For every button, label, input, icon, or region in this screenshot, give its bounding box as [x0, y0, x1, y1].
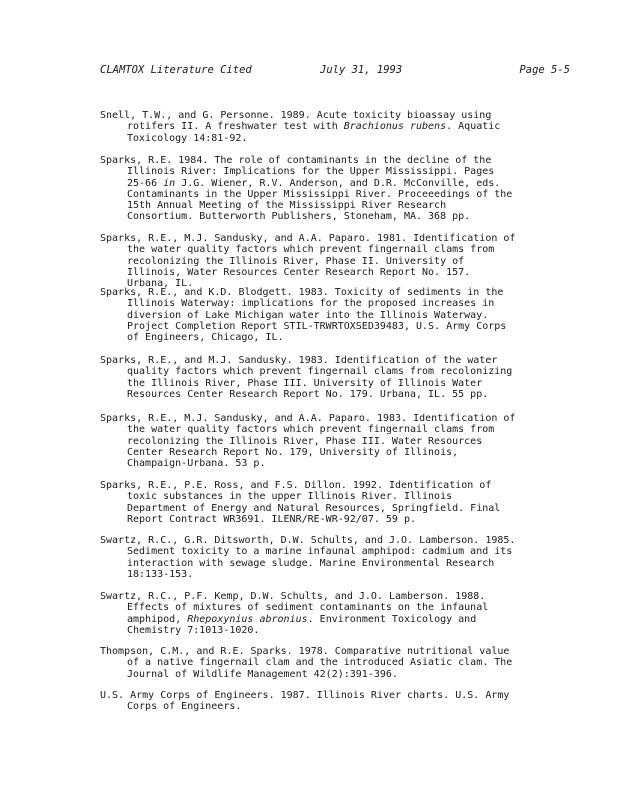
reference-text: Sparks, R.E., M.J. Sandusky, and A.A. Paparo. 1981. Identification of the water quality factors which prevent fingernail clams from recolonizing the Illinois River, Phase II. University of Illinois, Water Resources Center Research Report No. 157. Urbana, IL. — [100, 233, 516, 290]
reference-text: Sparks, R.E., and M.J. Sandusky. 1983. Identification of the water quality factors which prevent fingernail clams from recolonizing the Illinois River, Phase III. University of Illinois Water Resources Center Research Report No. 179. Urbana, IL. 55 pp. — [100, 355, 513, 400]
reference-text: Sparks, R.E., P.E. Ross, and F.S. Dillon. 1992. Identification of toxic substances in the upper Illinois River. Illinois Department of Energy and Natural Resources, Springfield. Final Report Contract WR3691. ILENR/RE-WR-92/07. 59 p. — [100, 480, 501, 525]
reference-text: Swartz, R.C., P.F. Kemp, D.W. Schults, and J.O. Lamberson. 1988. Effects of mixtures of sediment contaminants on the infaunal amphipod, — [100, 591, 489, 625]
header-page-number: Page 5-5 — [519, 64, 570, 76]
reference-text: J.G. Wiener, R.V. Anderson, and D.R. McConville, eds. Contaminants in the Upper Mississippi River. Proceeedings of the 15th Annual Meeting of the Mississippi River Research Consortium. Butterworth Publishers, Stoneham, MA. 368 pp. — [127, 177, 513, 223]
reference-text: Sparks, R.E. 1984. The role of contaminants in the decline of the Illinois River: Implications for the Upper Mississippi. Pages 25-66 — [100, 155, 495, 189]
header-title: CLAMTOX Literature Cited — [100, 64, 252, 76]
reference-text: . Environment Toxicology and Chemistry 7:1013-1020. — [127, 613, 477, 636]
reference-italic-text: in — [163, 177, 176, 189]
header-date: July 31, 1993 — [320, 64, 403, 76]
reference-entry — [100, 690, 517, 713]
reference-entry — [100, 233, 517, 289]
reference-italic-text: Rhepoxynius abronius — [187, 613, 308, 625]
reference-entry — [100, 110, 517, 144]
reference-entry — [100, 413, 517, 469]
reference-text: Sparks, R.E., M.J. Sandusky, and A.A. Paparo. 1983. Identification of the water quality factors which prevent fingernail clams from recolonizing the Illinois River, Phase III. Water Resources Center Research Report No. 179, University of Illinois, Champaign-Urbana. 53 p. — [100, 413, 516, 470]
reference-text: Swartz, R.C., G.R. Ditsworth, D.W. Schults, and J.O. Lamberson. 1985. Sediment toxicity to a marine infaunal amphipod: cadmium and its interaction with sewage sludge. Marine Environmental Research 18:133-153. — [100, 535, 516, 580]
reference-text: Sparks, R.E., and K.D. Blodgett. 1983. Toxicity of sediments in the Illinois Waterway: implications for the proposed increases in diversion of Lake Michigan water into the Illinois Waterway. Project Completion Report STIL-TRWRTOXSED39483, U.S. Army Corps of Engineers, Chicago, IL. — [100, 287, 507, 344]
reference-entry — [100, 155, 517, 223]
reference-text: . Aquatic Toxicology 14:81-92. — [127, 121, 501, 144]
reference-text: U.S. Army Corps of Engineers. 1987. Illinois River charts. U.S. Army Corps of Engineers. — [100, 690, 510, 713]
reference-text: Thompson, C.M., and R.E. Sparks. 1978. Comparative nutritional value of a native fingernail clam and the introduced Asiatic clam. The Journal of Wildlife Management 42(2):391-396. — [100, 646, 513, 680]
reference-entry — [100, 535, 517, 580]
reference-entry — [100, 646, 517, 680]
reference-entry — [100, 355, 517, 400]
reference-entry — [100, 480, 517, 525]
reference-entry — [100, 287, 517, 343]
page-header — [100, 64, 570, 78]
reference-italic-text: Brachionus rubens — [343, 121, 447, 133]
reference-entry — [100, 591, 517, 636]
reference-text: Snell, T.W., and G. Personne. 1989. Acute toxicity bioassay using rotifers II. A freshwater test with — [100, 110, 492, 133]
